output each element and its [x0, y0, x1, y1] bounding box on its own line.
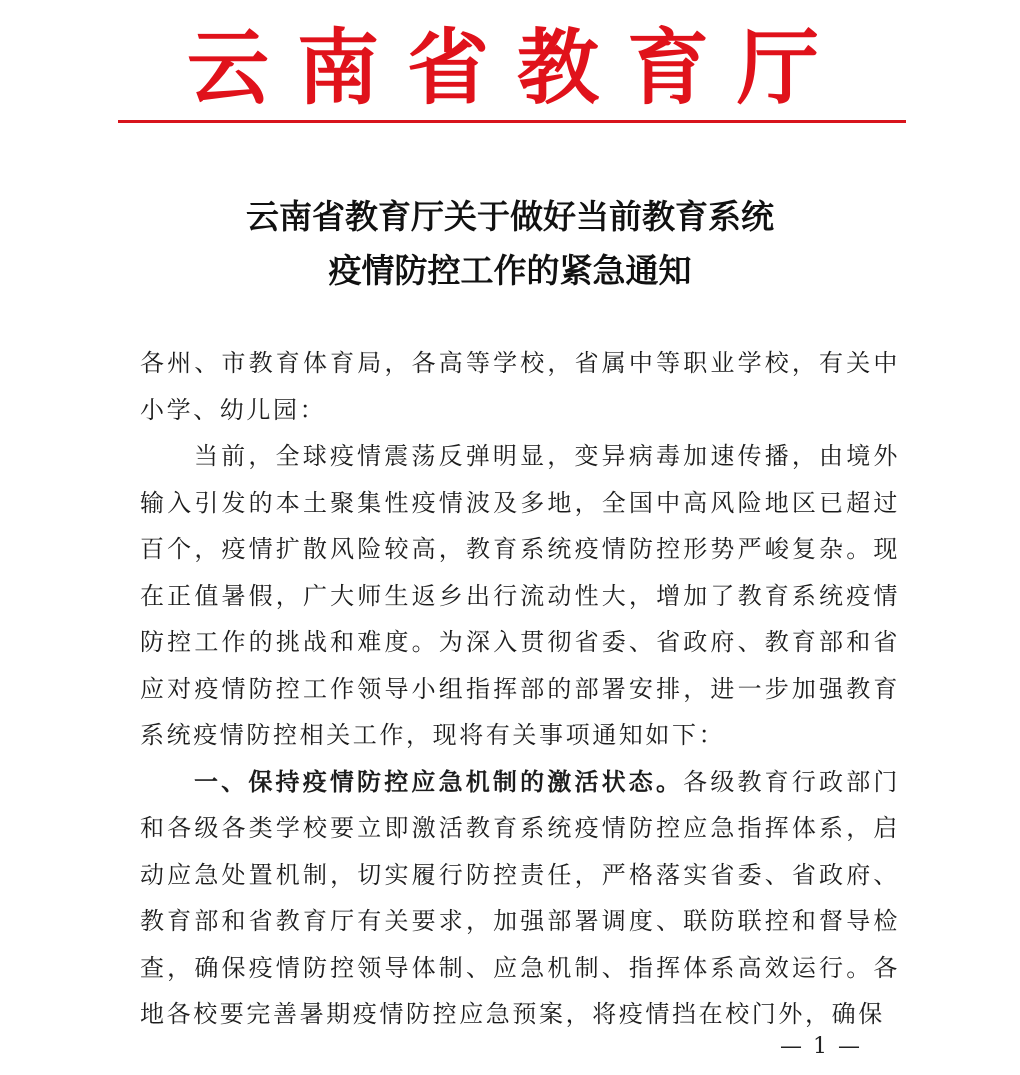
recipients-line: 各州、市教育体育局，各高等学校，省属中等职业学校，有关中小学、幼儿园：	[140, 349, 900, 424]
document-body	[140, 340, 900, 1038]
header-divider	[118, 120, 906, 123]
organization-header: 云南省教育厅	[186, 20, 847, 116]
document-title-line-2: 疫情防控工作的紧急通知	[328, 251, 692, 290]
page-number: — 1 —	[780, 1034, 862, 1059]
document-title-line-1: 云南省教育厅关于做好当前教育系统	[246, 197, 774, 236]
section-1-paragraph	[140, 759, 900, 1038]
section-1-text: 各级教育行政部门和各级各类学校要立即激活教育系统疫情防控应急指挥体系，启动应急处置机制，切实履行防控责任，严格落实省委、省政府、教育部和省教育厅有关要求，加强部署调度、联防联控和督导检查，确保疫情防控领导体制、应急机制、指挥体系高效运行。各地各校要完善暑期疫情防控应急预案，将疫情挡在校门外，确保	[140, 767, 900, 1028]
section-1-heading: 一、保持疫情防控应急机制的激活状态。	[194, 767, 684, 796]
intro-paragraph: 当前，全球疫情震荡反弹明显，变异病毒加速传播，由境外输入引发的本土聚集性疫情波及多地，全国中高风险地区已超过百个，疫情扩散风险较高，教育系统疫情防控形势严峻复杂。现在正值暑假，广大师生返乡出行流动性大，增加了教育系统疫情防控工作的挑战和难度。为深入贯彻省委、省政府、教育部和省应对疫情防控工作领导小组指挥部的部署安排，进一步加强教育系统疫情防控相关工作，现将有关事项通知如下：	[140, 442, 900, 749]
